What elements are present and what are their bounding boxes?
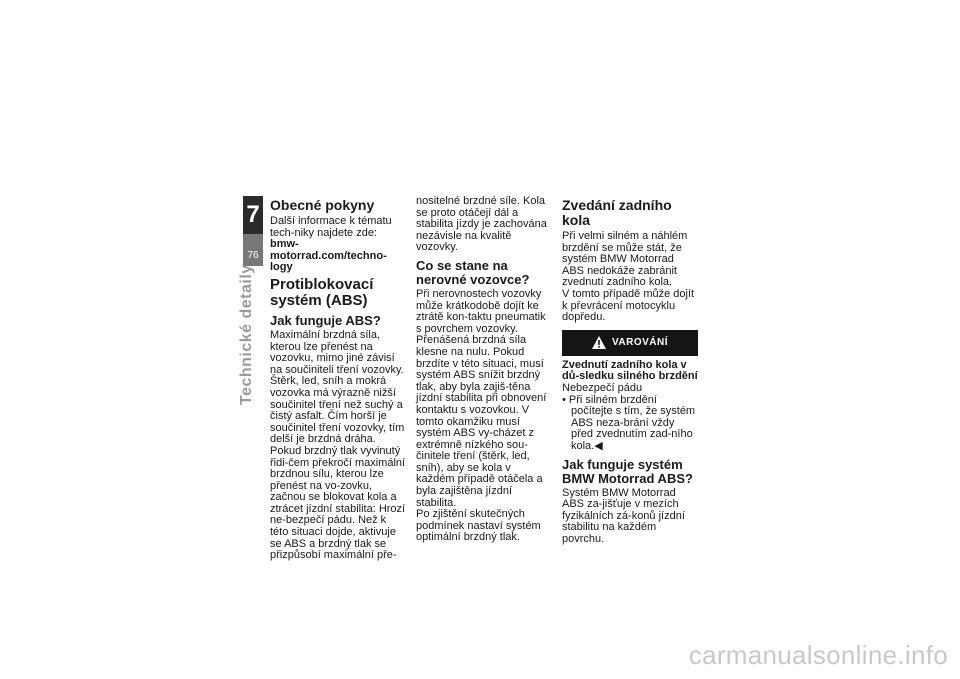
warning-subtitle: Nebezpečí pádu [562,381,643,394]
warning-triangle-icon [592,336,606,349]
paragraph: Při velmi silném a náhlém brzdění se může stát, že systém BMW Motorrad ABS nedokáže zabránit zvednutí zadního kola. [562,230,688,289]
paragraph: Maximální brzdná síla, kterou lze přenést na vozovku, mimo jiné závisí na součiniteli tření vozovky. Štěrk, led, sníh a mokrá vozovka má výrazně nižší součinitel tření než suchý a čistý asfalt. Čím horší je součinitel tření vozovky, tím delší je brzdná dráha. [270,328,405,446]
heading-general: Obecné pokyny [270,197,375,213]
paragraph: Při nerovnostech vozovky může krátkodobě dojít ke ztrátě kon-taktu pneumatik s povrchem vozovky. Přenášená brzdná síla klesne na nulu. Pokud brzdíte v této situaci, musí systém ABS snížit brzdný tlak, aby byla zajiš-těna jízdní stabilita při obnovení kontaktu s vozovkou. V tomto okamžiku musí systém ABS vy-cházet z extrémně nízkého sou-činitele tření (štěrk, led, sníh), aby se kola v každém případě otáčela a byla zajištěna jízdní stabilita. [416,287,547,509]
warning-banner [562,330,698,356]
warning-title: Zvednutí zadního kola v dů-sledku silného brzdění [562,358,698,383]
column-3 [562,198,698,545]
paragraph: Systém BMW Motorrad ABS za-jišťuje v mezích fyzikálních zá-konů jízdní stabilitu na každém povrchu. [562,486,685,545]
chapter-label: Technické detaily [238,264,255,405]
watermark: carmanualsonline.info [688,640,948,670]
warning-bullet: • Při silném brzdění počítejte s tím, že systém ABS neza-brání vždy před zvednutím zad-ního kola.◀ [562,393,696,452]
paragraph: Pokud brzdný tlak vyvinutý řidi-čem překročí maximální brzdnou sílu, kterou lze přenést na vo-zovku, začnou se blokovat kola a ztrácet jízdní stabilita: Hrozí ne-bezpečí pádu. Než k této situaci dojde, aktivuje se ABS a brzdný tlak se přizpůsobí maximální pře- [270,444,406,562]
heading-abs: Protiblokovací systém (ABS) [270,275,374,309]
warning-label: VAROVÁNÍ [611,336,669,348]
page-number: 76 [247,250,259,261]
paragraph: Další informace k tématu tech-niky najdete zde: [270,215,392,239]
heading-uneven-road: Co se stane na nerovné vozovce? [416,257,530,287]
heading-rear-wheel-lift: Zvedání zadního kola [562,197,672,228]
chapter-number: 7 [243,196,263,234]
paragraph: V tomto případě může dojít k převrácení motocyklu dopředu. [562,287,695,324]
heading-bmw-abs: Jak funguje systém BMW Motorrad ABS? [562,456,693,486]
column-2 [416,196,552,544]
paragraph: nositelné brzdné síle. Kola se proto otáčejí dál a stabilita jízdy je zachována nezávisle na kvalitě vozovky. [416,195,547,254]
paragraph: Po zjištění skutečných podmínek nastaví systém optimální brzdný tlak. [416,508,541,544]
heading-how-abs-works: Jak funguje ABS? [270,312,381,328]
column-1 [270,198,406,562]
link-technology[interactable]: bmw-motorrad.com/techno-logy [270,238,387,274]
